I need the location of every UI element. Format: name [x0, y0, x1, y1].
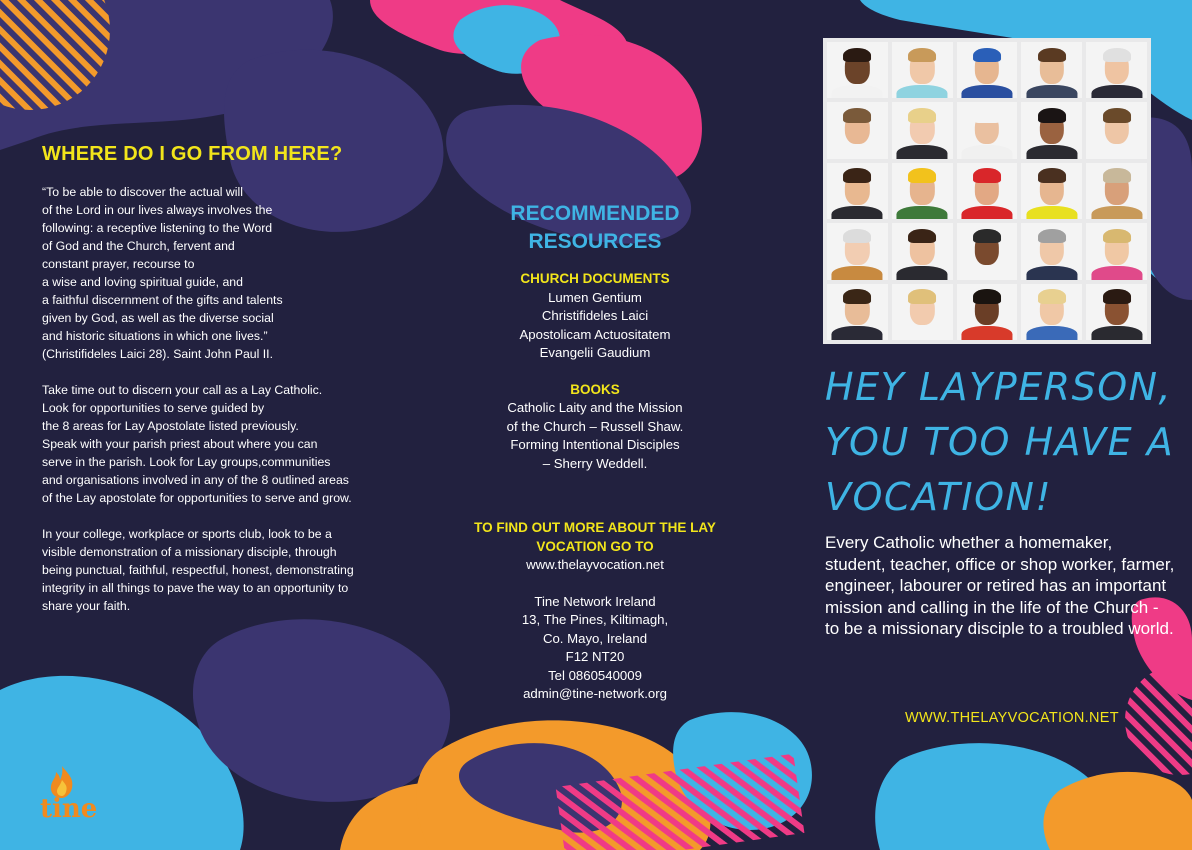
portrait-hair — [843, 48, 871, 63]
books-heading: BOOKS — [570, 381, 620, 397]
portrait-clothing — [832, 266, 883, 280]
where-do-i-go-heading: WHERE DO I GO FROM HERE? — [42, 143, 343, 165]
person-portrait — [1021, 284, 1082, 340]
portrait-clothing — [832, 326, 883, 340]
contact-details: Tine Network Ireland 13, The Pines, Kiltimagh, Co. Mayo, Ireland F12 NT20 Tel 0860540009 admin@tine-network.org — [521, 593, 669, 701]
portrait-clothing — [897, 85, 948, 99]
person-portrait — [1086, 223, 1147, 279]
portrait-clothing — [897, 326, 948, 340]
portrait-hair — [908, 168, 936, 183]
portrait-clothing — [1091, 206, 1142, 220]
portrait-hair — [973, 289, 1001, 304]
portrait-hair — [843, 289, 871, 304]
person-portrait — [1086, 102, 1147, 158]
person-portrait — [957, 42, 1018, 98]
portrait-clothing — [1026, 145, 1077, 159]
portrait-hair — [1038, 229, 1066, 244]
purple-blob-bottom-left — [193, 619, 450, 802]
portrait-photo-grid — [823, 38, 1151, 344]
person-portrait — [1021, 163, 1082, 219]
portrait-hair — [908, 229, 936, 244]
portrait-clothing — [897, 206, 948, 220]
witness-paragraph: In your college, workplace or sports club, look to be a visible demonstration of a missionary disciple, through being punctual, faithful, respectful, honest, demonstrating integrity in all things to pave the way to an opportunity to share your faith. — [42, 527, 354, 613]
quote-paragraph: “To be able to discover the actual will of the Lord in our lives always involves the following: a receptive listening to the Word of God and the Church, fervent and constant prayer, recourse to a wise and loving spiritual guide, and a faithful discernment of the gifts and talents given by God, as well as the diverse social and historic situations in which one lives.” (Christifideles Laici 28). Saint John Paul II. — [42, 185, 283, 361]
portrait-clothing — [1091, 145, 1142, 159]
portrait-hair — [1103, 48, 1131, 63]
person-portrait — [892, 223, 953, 279]
portrait-hair — [908, 108, 936, 123]
portrait-clothing — [961, 85, 1012, 99]
portrait-hair — [973, 229, 1001, 244]
person-portrait — [957, 163, 1018, 219]
church-documents-list: Lumen Gentium Christifideles Laici Apostolicam Actuositatem Evangelii Gaudium — [519, 289, 671, 360]
portrait-hair — [1038, 48, 1066, 63]
person-portrait — [827, 42, 888, 98]
person-portrait — [1021, 223, 1082, 279]
tine-logo — [38, 764, 108, 824]
portrait-clothing — [897, 266, 948, 280]
portrait-clothing — [832, 85, 883, 99]
portrait-hair — [1038, 168, 1066, 183]
person-portrait — [957, 284, 1018, 340]
tine-wordmark: tine — [40, 794, 98, 824]
resources-panel — [440, 200, 750, 704]
person-portrait — [892, 42, 953, 98]
portrait-clothing — [832, 206, 883, 220]
person-portrait — [1021, 102, 1082, 158]
person-portrait — [1021, 42, 1082, 98]
portrait-hair — [843, 108, 871, 123]
church-documents-heading: CHURCH DOCUMENTS — [520, 271, 670, 286]
portrait-hair — [908, 289, 936, 304]
person-portrait — [1086, 284, 1147, 340]
portrait-hair — [973, 108, 1001, 123]
person-portrait — [892, 102, 953, 158]
portrait-clothing — [832, 145, 883, 159]
person-portrait — [827, 163, 888, 219]
person-portrait — [827, 102, 888, 158]
portrait-clothing — [1091, 266, 1142, 280]
portrait-clothing — [1026, 206, 1077, 220]
portrait-clothing — [961, 266, 1012, 280]
person-portrait — [1086, 163, 1147, 219]
portrait-clothing — [1026, 85, 1077, 99]
mission-statement: Every Catholic whether a homemaker, student, teacher, office or shop worker, farmer, engineer, labourer or retired has an important mission and calling in the life of the Church - to be a missionary disciple to a troubled world. — [825, 533, 1175, 638]
portrait-clothing — [1091, 326, 1142, 340]
portrait-hair — [1038, 108, 1066, 123]
website-link[interactable]: www.thelayvocation.net — [526, 557, 664, 572]
left-panel-text — [42, 183, 412, 633]
person-portrait — [827, 223, 888, 279]
portrait-hair — [973, 48, 1001, 63]
portrait-hair — [908, 48, 936, 63]
portrait-clothing — [961, 145, 1012, 159]
person-portrait — [827, 284, 888, 340]
portrait-hair — [1103, 168, 1131, 183]
portrait-hair — [1038, 289, 1066, 304]
books-list: Catholic Laity and the Mission of the Church – Russell Shaw. Forming Intentional Disciples – Sherry Weddell. — [506, 400, 684, 471]
portrait-hair — [843, 168, 871, 183]
discern-paragraph: Take time out to discern your call as a Lay Catholic. Look for opportunities to serve guided by the 8 areas for Lay Apostolate listed previously. Speak with your parish priest about where you can serve in the parish. Look for Lay groups,communities and organisations involved in any of the 8 outlined areas of the Lay apostolate for opportunities to serve and grow. — [42, 383, 352, 505]
person-portrait — [892, 163, 953, 219]
portrait-hair — [843, 229, 871, 244]
portrait-hair — [973, 168, 1001, 183]
portrait-clothing — [1026, 326, 1077, 340]
portrait-clothing — [1026, 266, 1077, 280]
portrait-hair — [1103, 229, 1131, 244]
hey-layperson-headline: HEY LAYPERSON, YOU TOO HAVE A VOCATION! — [825, 365, 1175, 519]
portrait-clothing — [961, 326, 1012, 340]
portrait-clothing — [897, 145, 948, 159]
find-out-more-heading: TO FIND OUT MORE ABOUT THE LAY VOCATION GO TO — [474, 520, 716, 554]
portrait-hair — [1103, 289, 1131, 304]
person-portrait — [892, 284, 953, 340]
portrait-clothing — [1091, 85, 1142, 99]
portrait-hair — [1103, 108, 1131, 123]
recommended-resources-heading: RECOMMENDED RESOURCES — [510, 202, 680, 253]
portrait-clothing — [961, 206, 1012, 220]
person-portrait — [957, 102, 1018, 158]
person-portrait — [1086, 42, 1147, 98]
person-portrait — [957, 223, 1018, 279]
layvocation-url[interactable]: WWW.THELAYVOCATION.NET — [905, 710, 1119, 726]
